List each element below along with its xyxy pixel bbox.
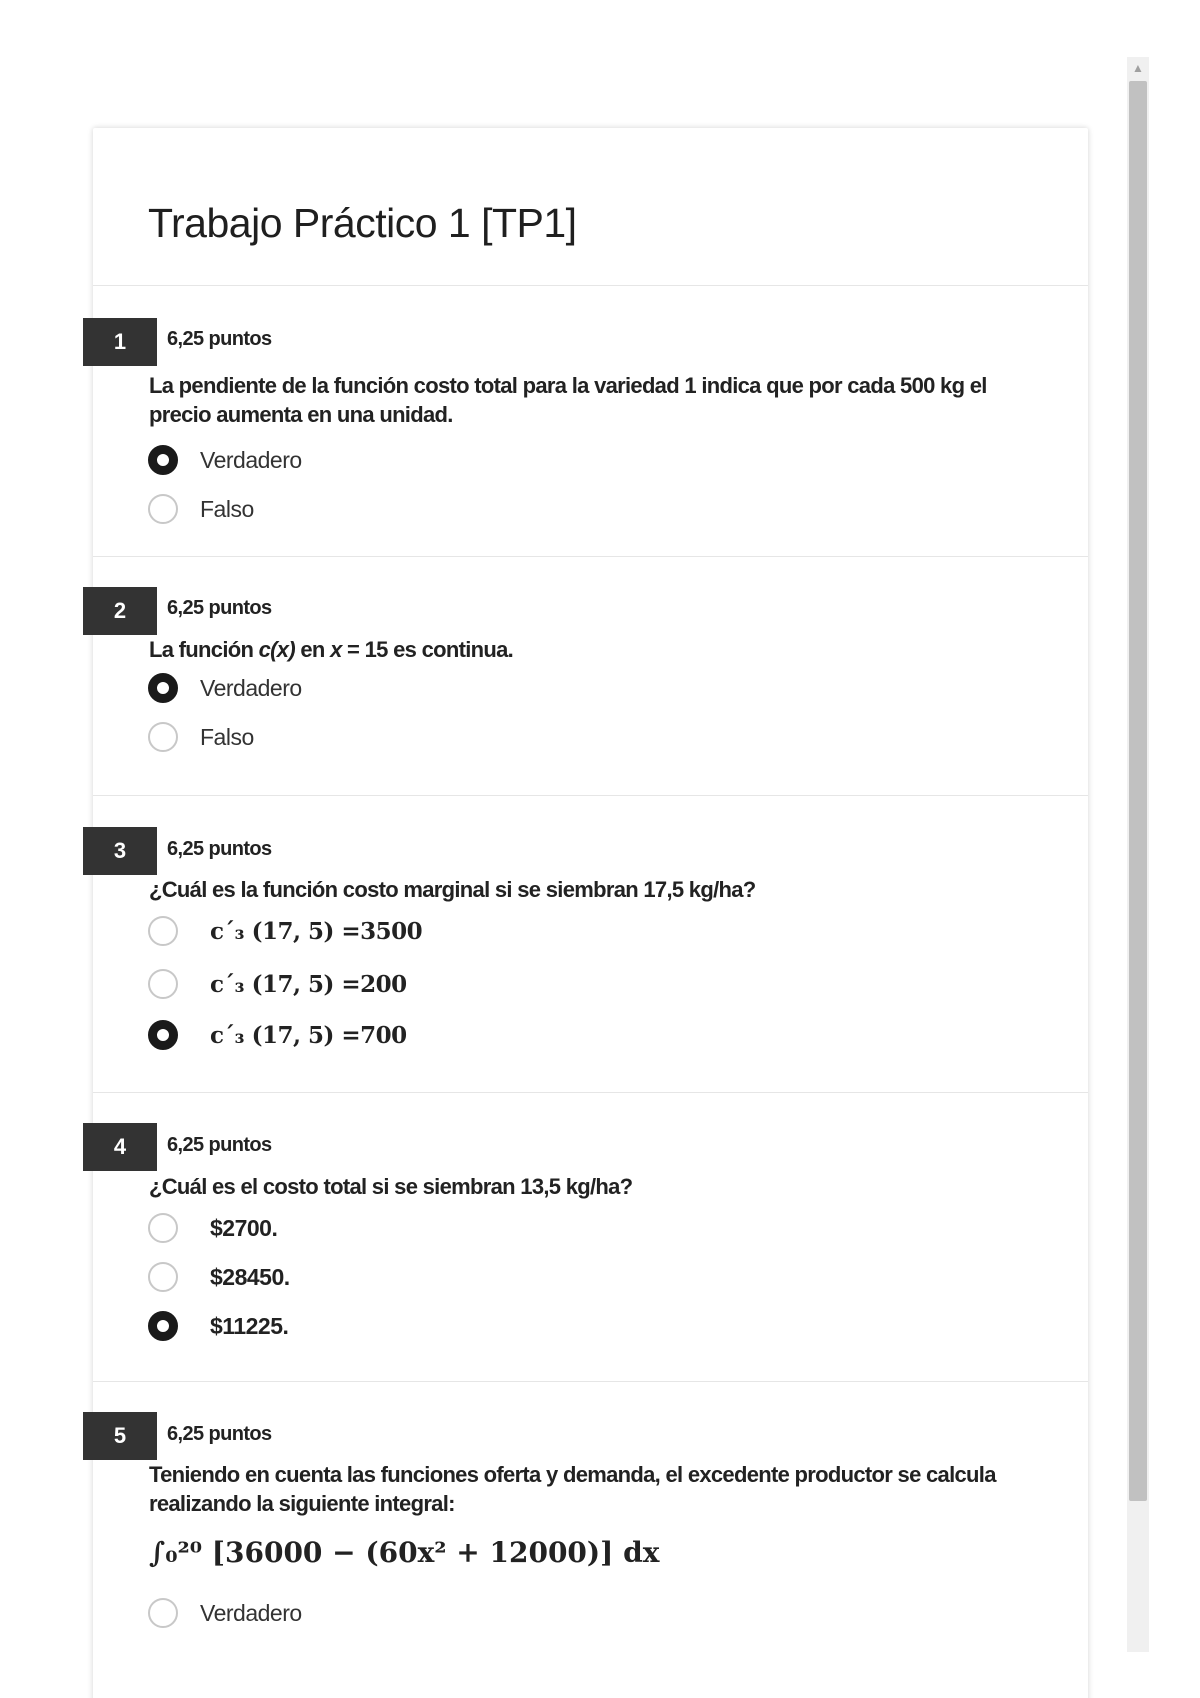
option-1[interactable] bbox=[148, 1211, 277, 1245]
question-points: 6,25 puntos bbox=[167, 328, 272, 350]
radio-button[interactable] bbox=[148, 1598, 178, 1628]
option-label: Verdadero bbox=[200, 1599, 302, 1626]
scroll-thumb[interactable] bbox=[1129, 81, 1147, 1501]
radio-button[interactable] bbox=[148, 969, 178, 999]
option-label: Falso bbox=[200, 723, 254, 750]
radio-button[interactable] bbox=[148, 722, 178, 752]
option-2[interactable] bbox=[148, 967, 407, 1001]
quiz-title: Trabajo Práctico 1 [TP1] bbox=[148, 200, 577, 246]
radio-button[interactable] bbox=[148, 1213, 178, 1243]
option-label: c´₃ (17, 5) =700 bbox=[210, 1021, 407, 1049]
question-3 bbox=[93, 796, 1088, 1093]
question-text: ¿Cuál es la función costo marginal si se siembran 17,5 kg/ha? bbox=[149, 877, 756, 902]
question-points: 6,25 puntos bbox=[167, 838, 272, 860]
radio-button[interactable] bbox=[148, 494, 178, 524]
question-text: Teniendo en cuenta las funciones oferta y demanda, el excedente productor se calcula realizando la siguiente integral: bbox=[149, 1462, 996, 1516]
question-4 bbox=[93, 1093, 1088, 1382]
radio-button[interactable] bbox=[148, 1311, 178, 1341]
option-label: Verdadero bbox=[200, 674, 302, 701]
option-verdadero[interactable] bbox=[148, 671, 302, 705]
option-falso[interactable] bbox=[148, 492, 254, 526]
scroll-up-icon[interactable]: ▲ bbox=[1132, 61, 1144, 75]
radio-button[interactable] bbox=[148, 673, 178, 703]
option-3[interactable] bbox=[148, 1309, 288, 1343]
radio-button[interactable] bbox=[148, 916, 178, 946]
question-5 bbox=[93, 1382, 1088, 1698]
question-number: 1 bbox=[83, 318, 157, 366]
option-label: $28450. bbox=[210, 1263, 290, 1290]
option-3[interactable] bbox=[148, 1018, 407, 1052]
question-points: 6,25 puntos bbox=[167, 1423, 272, 1445]
option-verdadero[interactable] bbox=[148, 443, 302, 477]
option-label: Verdadero bbox=[200, 446, 302, 473]
option-label: Falso bbox=[200, 495, 254, 522]
question-1 bbox=[93, 286, 1088, 557]
question-2 bbox=[93, 557, 1088, 796]
option-label: c´₃ (17, 5) =200 bbox=[210, 970, 407, 998]
radio-button[interactable] bbox=[148, 1020, 178, 1050]
option-1[interactable] bbox=[148, 914, 422, 948]
option-label: c´₃ (17, 5) =3500 bbox=[210, 917, 423, 945]
quiz-header bbox=[93, 128, 1088, 286]
question-text: La función c(x) en x = 15 es continua. bbox=[149, 637, 514, 662]
question-number: 3 bbox=[83, 827, 157, 875]
integral-formula: ∫₀²⁰ [36000 − (60x² + 12000)] dx bbox=[149, 1536, 660, 1569]
question-number: 2 bbox=[83, 587, 157, 635]
question-text: ¿Cuál es el costo total si se siembran 13,5 kg/ha? bbox=[149, 1174, 633, 1199]
question-points: 6,25 puntos bbox=[167, 597, 272, 619]
option-verdadero[interactable] bbox=[148, 1596, 302, 1630]
question-number: 4 bbox=[83, 1123, 157, 1171]
option-falso[interactable] bbox=[148, 720, 254, 754]
option-2[interactable] bbox=[148, 1260, 290, 1294]
question-number: 5 bbox=[83, 1412, 157, 1460]
question-text: La pendiente de la función costo total para la variedad 1 indica que por cada 500 kg el precio aumenta en una unidad. bbox=[149, 373, 987, 427]
question-points: 6,25 puntos bbox=[167, 1134, 272, 1156]
option-label: $2700. bbox=[210, 1214, 278, 1241]
option-label: $11225. bbox=[210, 1312, 289, 1339]
radio-button[interactable] bbox=[148, 445, 178, 475]
radio-button[interactable] bbox=[148, 1262, 178, 1292]
quiz-card bbox=[93, 128, 1088, 1698]
vertical-scrollbar[interactable] bbox=[1127, 57, 1149, 1652]
